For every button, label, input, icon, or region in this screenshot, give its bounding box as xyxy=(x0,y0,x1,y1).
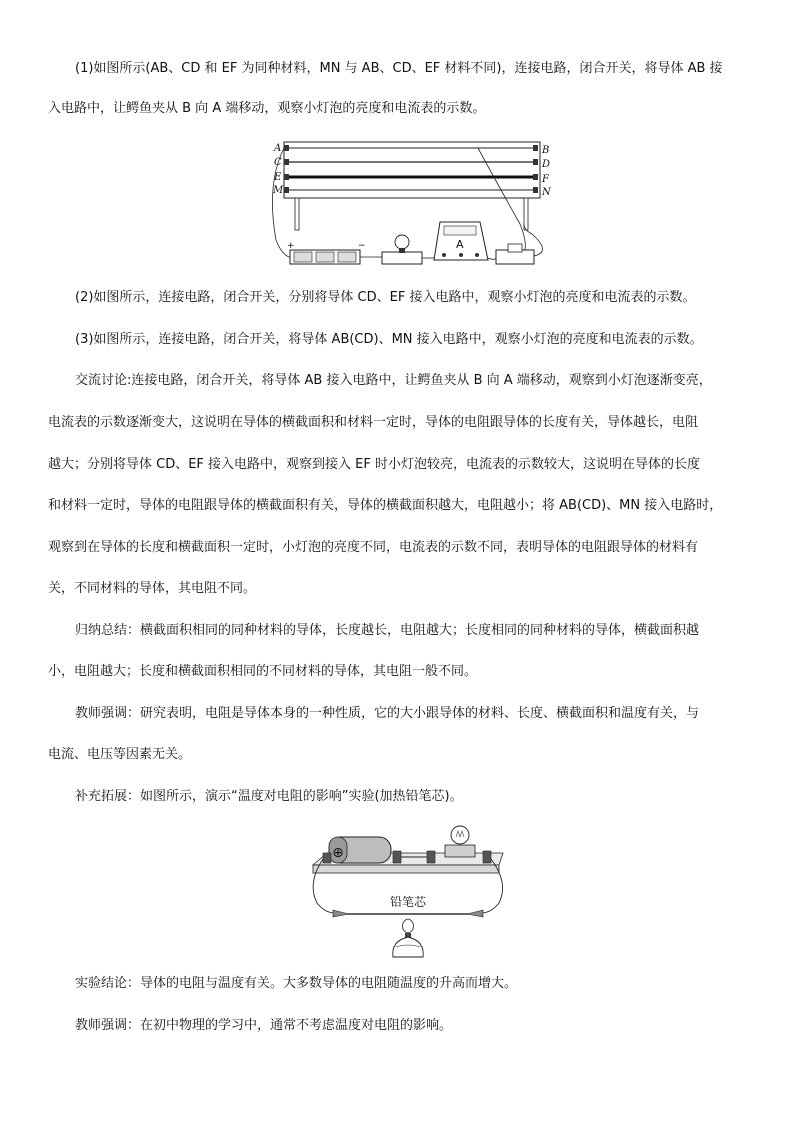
ammeter-terminal xyxy=(442,253,446,257)
bulb-icon xyxy=(395,235,409,249)
paragraph-4-line-3: 越大；分别将导体 CD、EF 接入电路中，观察到接入 EF 时小灯泡较亮，电流表的示数较大，这说明在导体的长度 xyxy=(48,457,701,472)
minus-sign: − xyxy=(358,241,366,251)
ammeter-terminal xyxy=(459,253,463,257)
paragraph-4-line-4: 和材料一定时，导体的电阻跟导体的横截面积有关，导体的横截面积越大，电阻越小；将 AB(CD)、MN 接入电路时， xyxy=(48,498,723,513)
paragraph-9: 教师强调：在初中物理的学习中，通常不考虑温度对电阻的影响。 xyxy=(75,1018,453,1033)
pencil-lead-heating-figure xyxy=(303,823,513,961)
paragraph-5-line-1: 归纳总结：横截面积相同的同种材料的导体，长度越长，电阻越大；长度相同的同种材料的导体，横截面积越 xyxy=(75,623,700,638)
plus-sign: + xyxy=(287,241,295,251)
battery-cell xyxy=(294,252,312,262)
pencil-lead-caption: 铅笔芯 xyxy=(389,895,427,909)
label-f: F xyxy=(542,174,549,185)
terminal-m xyxy=(284,187,289,193)
battery-positive-icon: ⊕ xyxy=(332,845,344,861)
right-leg xyxy=(524,198,528,230)
label-d: D xyxy=(542,159,551,170)
bulb-icon xyxy=(451,826,469,844)
paragraph-4-line-1: 交流讨论:连接电路，闭合开关，将导体 AB 接入电路中，让鳄鱼夹从 B 向 A 端移动，观察到小灯泡逐渐变亮， xyxy=(75,373,712,388)
terminal xyxy=(393,851,401,863)
switch-lever xyxy=(508,244,522,252)
battery-cell xyxy=(316,252,334,262)
paragraph-6-line-1: 教师强调：研究表明，电阻是导体本身的一种性质，它的大小跟导体的材料、长度、横截面积和温度有关，与 xyxy=(75,706,700,721)
battery-cell xyxy=(338,252,356,262)
paragraph-2: (2)如图所示，连接电路，闭合开关，分别将导体 CD、EF 接入电路中，观察小灯泡的亮度和电流表的示数。 xyxy=(75,290,696,305)
terminal-b xyxy=(533,145,538,151)
ammeter-scale xyxy=(444,226,476,235)
paragraph-4-line-2: 电流表的示数逐渐变大，这说明在导体的横截面积和材料一定时，导体的电阻跟导体的长度有关，导体越长，电阻 xyxy=(48,415,699,430)
terminal-n xyxy=(533,187,538,193)
base-board-front xyxy=(313,865,499,873)
paragraph-3: (3)如图所示，连接电路，闭合开关，将导体 AB(CD)、MN 接入电路中，观察小灯泡的亮度和电流表的示数。 xyxy=(75,332,703,347)
label-e: E xyxy=(274,172,282,183)
ammeter-symbol: A xyxy=(456,238,464,251)
bulb-socket xyxy=(399,248,405,253)
ammeter-terminal xyxy=(475,253,479,257)
resistance-wire-apparatus-figure xyxy=(262,134,562,274)
label-a: A xyxy=(274,143,282,154)
alcohol-lamp xyxy=(393,937,423,957)
left-leg xyxy=(295,198,299,230)
bulb-holder xyxy=(445,845,475,857)
terminal-e xyxy=(284,174,289,180)
paragraph-5-line-2: 小，电阻越大；长度和横截面积相同的不同材料的导体，其电阻一般不同。 xyxy=(48,664,478,679)
flame-icon xyxy=(403,919,414,933)
paragraph-7: 补充拓展：如图所示，演示“温度对电阻的影响”实验(加热铅笔芯)。 xyxy=(75,789,463,804)
bulb-base xyxy=(382,252,422,264)
paragraph-4-line-5: 观察到在导体的长度和横截面积一定时，小灯泡的亮度不同，电流表的示数不同，表明导体的电阻跟导体的材料有 xyxy=(48,540,699,555)
label-c: C xyxy=(274,157,282,168)
terminal xyxy=(483,851,491,863)
label-m: M xyxy=(273,185,284,196)
right-clip xyxy=(467,910,483,917)
paragraph-6-line-2: 电流、电压等因素无关。 xyxy=(48,747,192,762)
terminal-d xyxy=(533,159,538,165)
terminal-c xyxy=(284,159,289,165)
paragraph-8: 实验结论：导体的电阻与温度有关。大多数导体的电阻随温度的升高而增大。 xyxy=(75,976,518,991)
terminal xyxy=(323,853,331,863)
left-clip xyxy=(333,910,349,917)
label-b: B xyxy=(542,145,550,156)
paragraph-1-line-2: 入电路中，让鳄鱼夹从 B 向 A 端移动，观察小灯泡的亮度和电流表的示数。 xyxy=(48,101,486,116)
paragraph-1-line-1: (1)如图所示(AB、CD 和 EF 为同种材料，MN 与 AB、CD、EF 材料不同)，连接电路，闭合开关，将导体 AB 接 xyxy=(75,61,723,76)
terminal xyxy=(427,851,435,863)
terminal-f xyxy=(533,174,538,180)
terminal-a xyxy=(284,145,289,151)
paragraph-4-line-6: 关，不同材料的导体，其电阻不同。 xyxy=(48,581,257,596)
label-n: N xyxy=(542,187,551,198)
